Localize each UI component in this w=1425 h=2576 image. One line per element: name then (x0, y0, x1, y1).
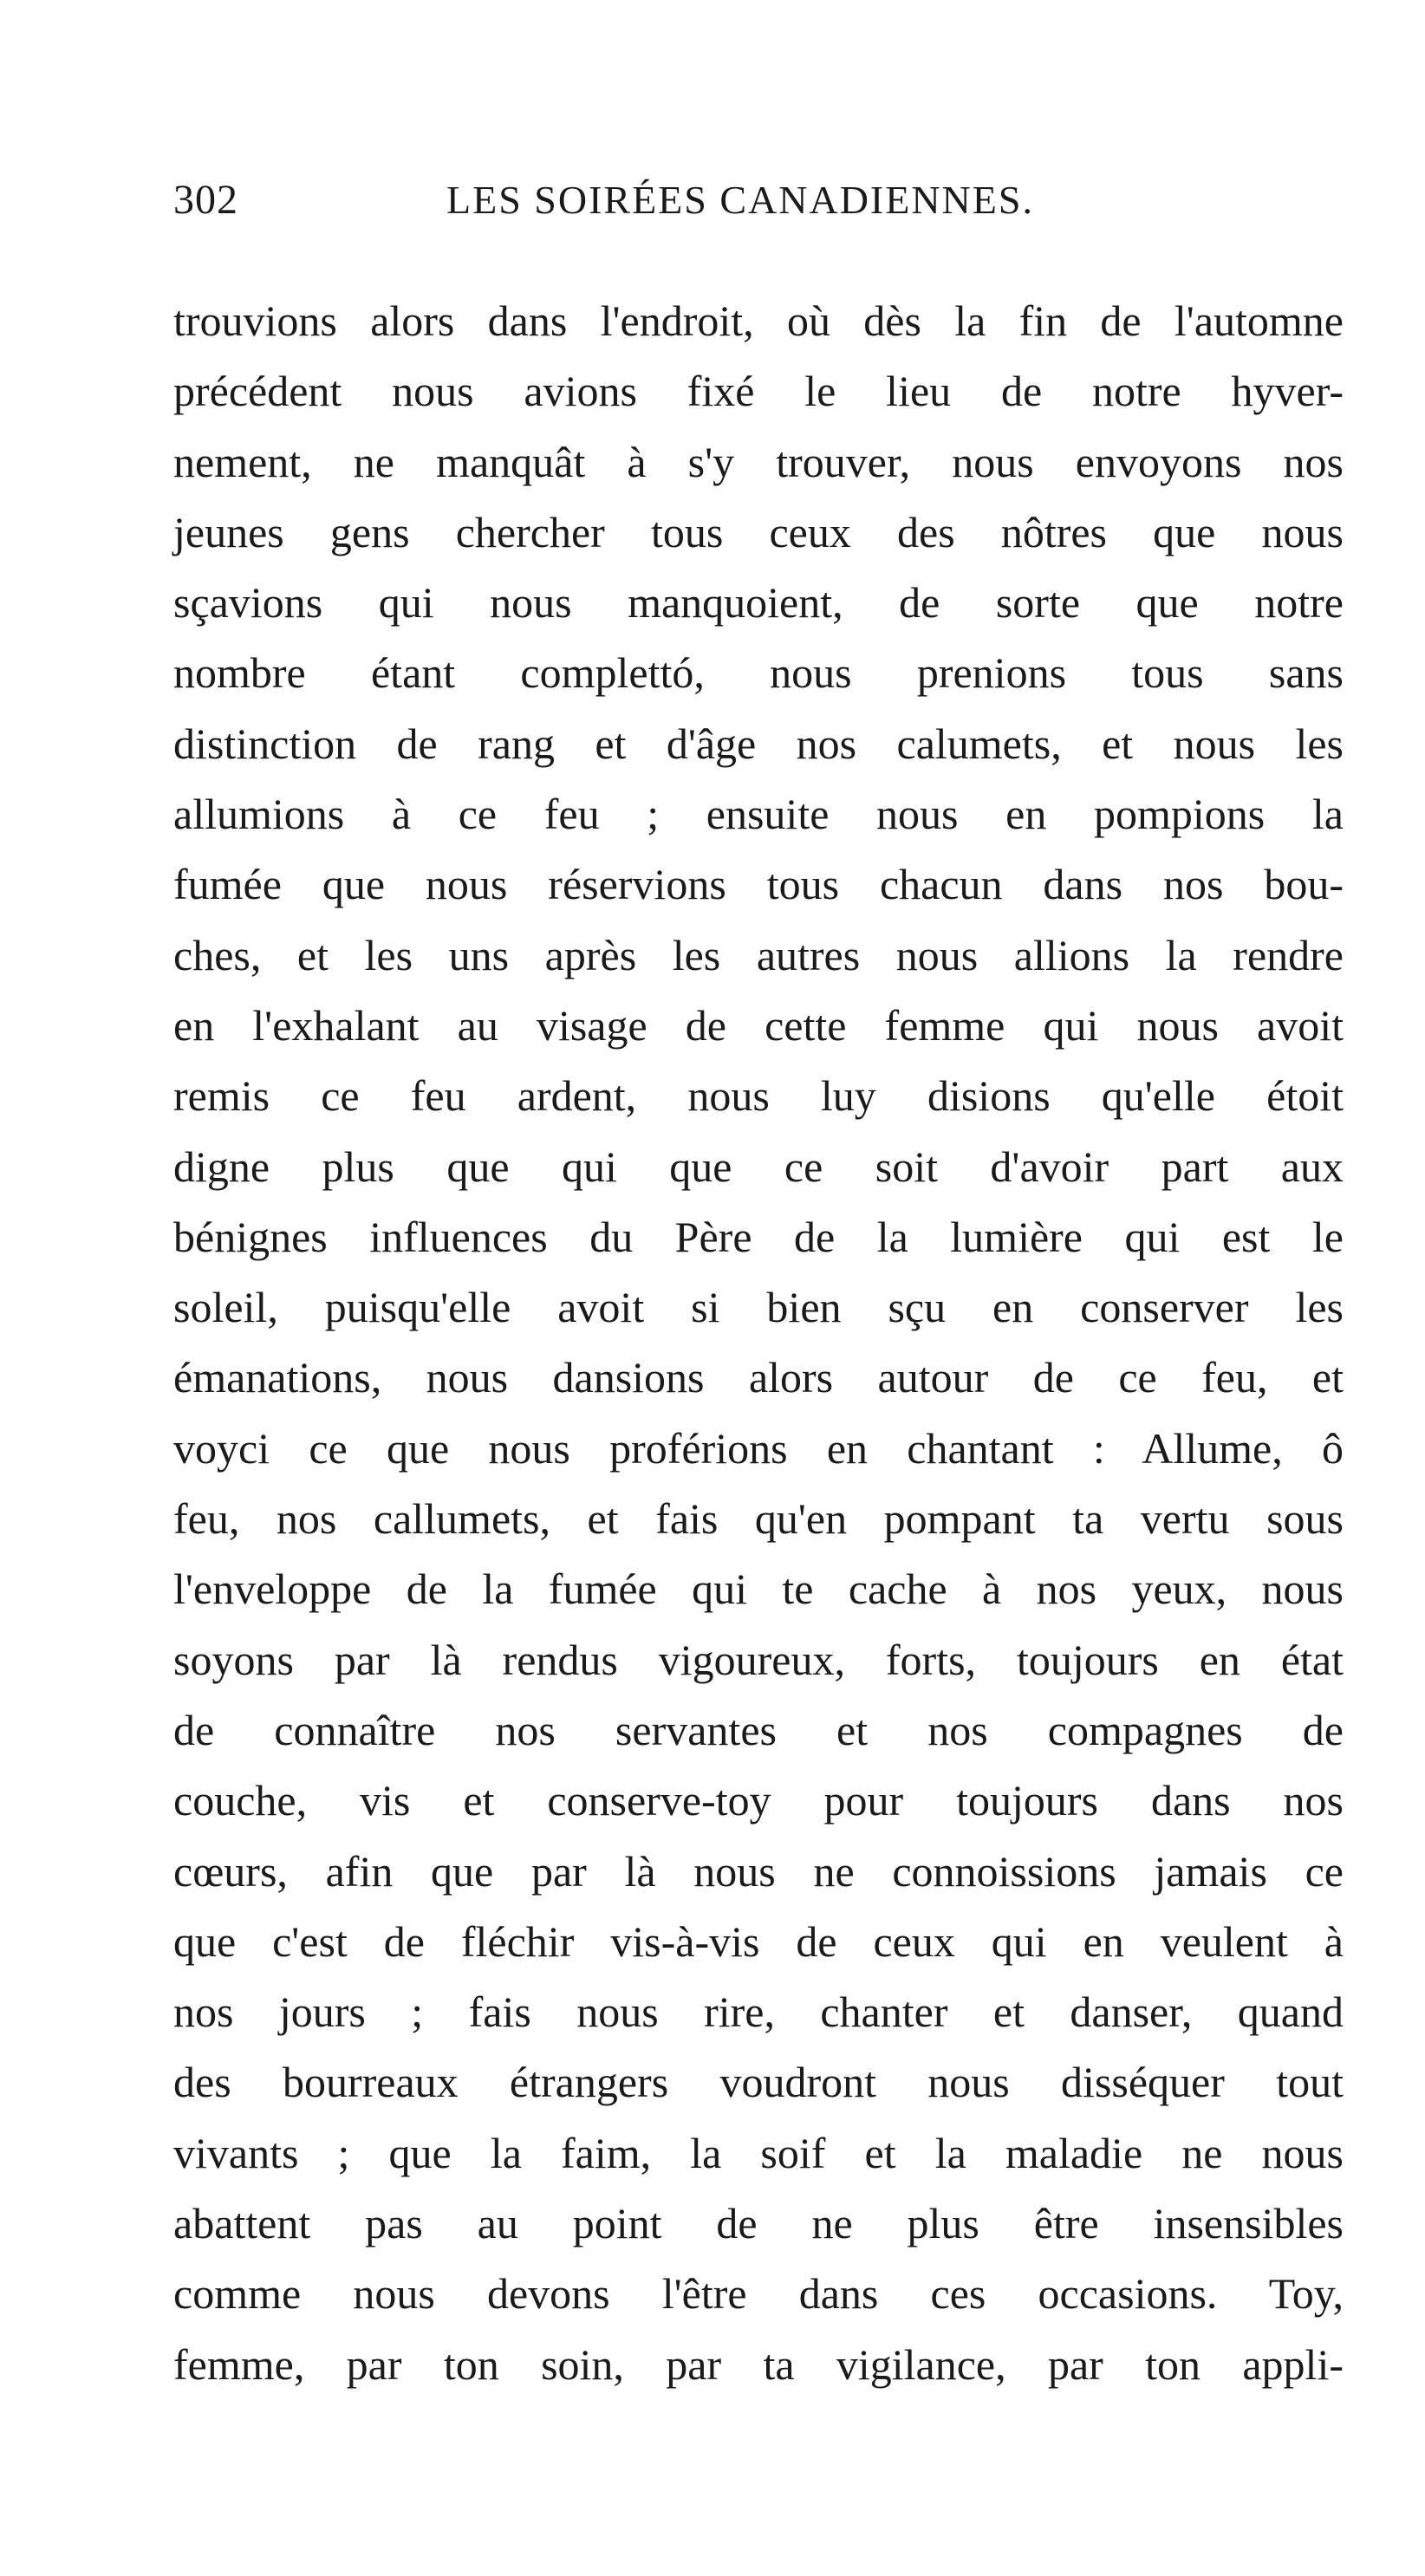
text-line-14: bénignes influences du Père de la lumière qui est le (173, 1212, 1344, 1261)
text-line-23: cœurs, afin que par là nous ne connoissions jamais ce (173, 1846, 1344, 1896)
page-number: 302 (173, 177, 238, 223)
text-line-13: digne plus que qui que ce soit d'avoir part aux (173, 1142, 1344, 1191)
text-line-19: l'enveloppe de la fumée qui te cache à nos yeux, nous (173, 1564, 1344, 1614)
text-line-8: allumions à ce feu ; ensuite nous en pompions la (173, 790, 1344, 839)
text-line-15: soleil, puisqu'elle avoit si bien sçu en conserver les (173, 1283, 1344, 1332)
text-line-28: abattent pas au point de ne plus être insensibles (173, 2199, 1344, 2248)
text-line-9: fumée que nous réservions tous chacun dans nos bou- (173, 860, 1344, 909)
text-line-30: femme, par ton soin, par ta vigilance, par ton appli- (173, 2339, 1344, 2389)
text-line-12: remis ce feu ardent, nous luy disions qu'elle étoit (173, 1071, 1344, 1121)
text-line-10: ches, et les uns après les autres nous allions la rendre (173, 930, 1344, 979)
body-text (173, 286, 1344, 2400)
text-line-5: sçavions qui nous manquoient, de sorte que notre (173, 578, 1344, 628)
running-title: LES SOIRÉES CANADIENNES. (446, 178, 1034, 222)
text-line-25: nos jours ; fais nous rire, chanter et danser, quand (173, 1987, 1344, 2037)
text-line-2: précédent nous avions fixé le lieu de notre hyver- (173, 367, 1344, 416)
text-line-22: couche, vis et conserve-toy pour toujours dans nos (173, 1776, 1344, 1825)
running-head (173, 170, 1257, 231)
text-line-27: vivants ; que la faim, la soif et la maladie ne nous (173, 2128, 1344, 2177)
text-line-17: voyci ce que nous proférions en chantant : Allume, ô (173, 1423, 1344, 1473)
text-line-21: de connaître nos servantes et nos compagnes de (173, 1705, 1344, 1754)
text-line-18: feu, nos callumets, et fais qu'en pompant ta vertu sous (173, 1494, 1344, 1544)
text-line-24: que c'est de fléchir vis-à-vis de ceux qui en veulent à (173, 1916, 1344, 1966)
text-line-1: trouvions alors dans l'endroit, où dès la fin de l'automne (173, 296, 1344, 345)
text-line-6: nombre étant complettó, nous prenions tous sans (173, 648, 1344, 698)
text-line-26: des bourreaux étrangers voudront nous disséquer tout (173, 2058, 1344, 2107)
text-line-7: distinction de rang et d'âge nos calumets, et nous les (173, 719, 1344, 768)
text-line-3: nement, ne manquât à s'y trouver, nous envoyons nos (173, 437, 1344, 486)
text-line-4: jeunes gens chercher tous ceux des nôtres que nous (173, 507, 1344, 556)
text-line-20: soyons par là rendus vigoureux, forts, toujours en état (173, 1635, 1344, 1684)
text-line-16: émanations, nous dansions alors autour de ce feu, et (173, 1353, 1344, 1402)
text-line-11: en l'exhalant au visage de cette femme qui nous avoit (173, 1000, 1344, 1050)
text-line-29: comme nous devons l'être dans ces occasions. Toy, (173, 2269, 1344, 2319)
